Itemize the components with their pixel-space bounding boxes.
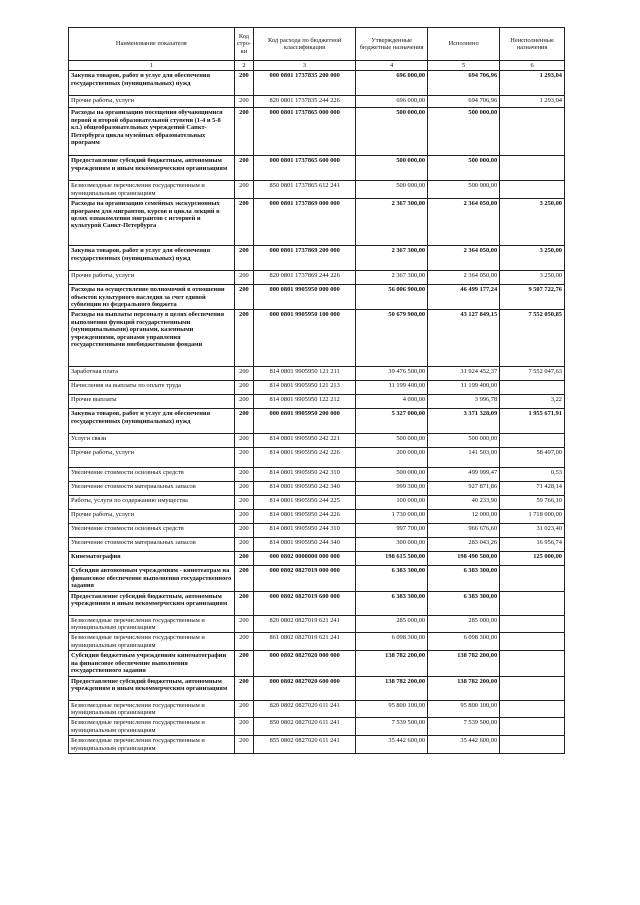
- cell-approved: 6 383 300,00: [356, 591, 428, 615]
- cell-line-code: 200: [234, 409, 254, 434]
- cell-line-code: 200: [234, 736, 254, 754]
- cell-executed: 138 782 200,00: [428, 651, 500, 676]
- cell-executed: 694 706,96: [428, 96, 500, 108]
- cell-unexecuted: 9 507 722,76: [500, 285, 565, 310]
- cell-expense-code: 000 0801 9905950 200 000: [254, 409, 356, 434]
- cell-executed: 3 371 328,09: [428, 409, 500, 434]
- cell-indicator-name: Кинематография: [69, 552, 235, 566]
- table-row: [69, 108, 565, 156]
- cell-indicator-name: Начисления на выплаты по оплате труда: [69, 381, 235, 395]
- cell-executed: 500 000,00: [428, 181, 500, 199]
- cell-line-code: 200: [234, 434, 254, 448]
- cell-executed: 11 199 400,00: [428, 381, 500, 395]
- cell-executed: 7 539 500,00: [428, 718, 500, 736]
- cell-approved: 4 000,00: [356, 395, 428, 409]
- cell-indicator-name: Прочие работы, услуги: [69, 271, 235, 285]
- cell-approved: 138 782 200,00: [356, 651, 428, 676]
- cell-expense-code: 000 0801 9905950 100 000: [254, 310, 356, 367]
- cell-approved: 200 000,00: [356, 448, 428, 468]
- cell-line-code: 200: [234, 552, 254, 566]
- cell-indicator-name: Прочие работы, услуги: [69, 510, 235, 524]
- table-row: [69, 538, 565, 552]
- cell-unexecuted: 58 497,00: [500, 448, 565, 468]
- cell-line-code: 200: [234, 96, 254, 108]
- cell-unexecuted: [500, 615, 565, 633]
- cell-indicator-name: Прочие работы, услуги: [69, 448, 235, 468]
- cell-line-code: 200: [234, 510, 254, 524]
- table-row: [69, 367, 565, 381]
- table-row: [69, 246, 565, 271]
- cell-line-code: 200: [234, 367, 254, 381]
- cell-line-code: 200: [234, 246, 254, 271]
- cell-indicator-name: Расходы на организацию семейных экскурсионных программ для мигрантов, курсов и цикла лекций в целях ознакомления мигрантов с историей и культурой Санкт-Петербурга: [69, 199, 235, 246]
- cell-expense-code: 850 0802 0827020 611 241: [254, 718, 356, 736]
- cell-approved: 500 000,00: [356, 434, 428, 448]
- cell-unexecuted: [500, 718, 565, 736]
- cell-executed: 966 676,60: [428, 524, 500, 538]
- table-body: [69, 71, 565, 754]
- table-row: [69, 271, 565, 285]
- cell-indicator-name: Закупка товаров, работ и услуг для обеспечения государственных (муниципальных) нужд: [69, 246, 235, 271]
- cell-indicator-name: Увеличение стоимости основных средств: [69, 524, 235, 538]
- table-row: [69, 310, 565, 367]
- cell-indicator-name: Субсидии автономным учреждениям - кинотеатрам на финансовое обеспечение выполнения государственного задания: [69, 566, 235, 591]
- cell-expense-code: 855 0802 0827020 611 241: [254, 736, 356, 754]
- cell-executed: 46 499 177,24: [428, 285, 500, 310]
- cell-approved: 500 000,00: [356, 181, 428, 199]
- cell-unexecuted: 1 293,04: [500, 71, 565, 96]
- table-row: [69, 591, 565, 615]
- cell-unexecuted: 3 250,00: [500, 199, 565, 246]
- column-number: 4: [356, 61, 428, 71]
- cell-approved: 696 000,00: [356, 71, 428, 96]
- cell-unexecuted: 3,22: [500, 395, 565, 409]
- cell-expense-code: 000 0802 0827019 600 000: [254, 591, 356, 615]
- cell-line-code: 200: [234, 181, 254, 199]
- table-row: [69, 700, 565, 718]
- cell-expense-code: 820 0801 1737835 244 226: [254, 96, 356, 108]
- cell-line-code: 200: [234, 524, 254, 538]
- cell-unexecuted: 16 956,74: [500, 538, 565, 552]
- cell-unexecuted: [500, 181, 565, 199]
- cell-line-code: 200: [234, 285, 254, 310]
- cell-executed: 285 000,00: [428, 615, 500, 633]
- column-number-row: [69, 61, 565, 71]
- cell-unexecuted: [500, 651, 565, 676]
- table-row: [69, 718, 565, 736]
- cell-executed: 500 000,00: [428, 434, 500, 448]
- cell-indicator-name: Безвозмездные перечисления государственным и муниципальным организациям: [69, 181, 235, 199]
- cell-expense-code: 820 0802 0827019 621 241: [254, 615, 356, 633]
- cell-approved: 100 000,00: [356, 496, 428, 510]
- cell-indicator-name: Предоставление субсидий бюджетным, автономным учреждениям и иным некоммерческим организациям: [69, 591, 235, 615]
- cell-indicator-name: Предоставление субсидий бюджетным, автономным учреждениям и иным некоммерческим организациям: [69, 676, 235, 700]
- cell-executed: 31 924 452,37: [428, 367, 500, 381]
- column-number: 2: [234, 61, 254, 71]
- cell-approved: 997 700,00: [356, 524, 428, 538]
- table-row: [69, 496, 565, 510]
- cell-indicator-name: Закупка товаров, работ и услуг для обеспечения государственных (муниципальных) нужд: [69, 409, 235, 434]
- cell-line-code: 200: [234, 538, 254, 552]
- header-indicator-name: Наименование показателя: [69, 28, 235, 61]
- cell-line-code: 200: [234, 468, 254, 482]
- cell-executed: 3 996,78: [428, 395, 500, 409]
- table-row: [69, 524, 565, 538]
- cell-expense-code: 814 0801 9905950 242 310: [254, 468, 356, 482]
- cell-expense-code: 850 0801 1737865 612 241: [254, 181, 356, 199]
- cell-unexecuted: 0,53: [500, 468, 565, 482]
- budget-execution-table: [68, 27, 565, 754]
- cell-unexecuted: [500, 700, 565, 718]
- column-number: 3: [254, 61, 356, 71]
- cell-line-code: 200: [234, 381, 254, 395]
- cell-unexecuted: [500, 676, 565, 700]
- cell-indicator-name: Закупка товаров, работ и услуг для обеспечения государственных (муниципальных) нужд: [69, 71, 235, 96]
- cell-indicator-name: Безвозмездные перечисления государственным и муниципальным организациям: [69, 615, 235, 633]
- cell-expense-code: 820 0801 1737869 244 226: [254, 271, 356, 285]
- table-row: [69, 482, 565, 496]
- cell-expense-code: 861 0802 0827019 621 241: [254, 633, 356, 651]
- cell-approved: 2 367 300,00: [356, 199, 428, 246]
- cell-approved: 95 800 100,00: [356, 700, 428, 718]
- cell-executed: 283 043,26: [428, 538, 500, 552]
- cell-line-code: 200: [234, 615, 254, 633]
- cell-executed: 2 364 050,00: [428, 271, 500, 285]
- cell-approved: 35 442 600,00: [356, 736, 428, 754]
- table-header-row: [69, 28, 565, 61]
- cell-line-code: 200: [234, 156, 254, 181]
- cell-unexecuted: 7 552 047,63: [500, 367, 565, 381]
- cell-expense-code: 814 0801 9905950 242 221: [254, 434, 356, 448]
- cell-approved: 56 006 900,00: [356, 285, 428, 310]
- table-row: [69, 199, 565, 246]
- cell-line-code: 200: [234, 108, 254, 156]
- cell-expense-code: 000 0801 9905950 000 000: [254, 285, 356, 310]
- header-line-code: Код стро-ки: [234, 28, 254, 61]
- cell-expense-code: 814 0801 9905950 244 226: [254, 510, 356, 524]
- cell-expense-code: 000 0801 1737869 000 000: [254, 199, 356, 246]
- table-row: [69, 633, 565, 651]
- column-number: 5: [428, 61, 500, 71]
- table-row: [69, 566, 565, 591]
- cell-indicator-name: Прочие выплаты: [69, 395, 235, 409]
- cell-indicator-name: Увеличение стоимости материальных запасов: [69, 538, 235, 552]
- cell-line-code: 200: [234, 271, 254, 285]
- cell-executed: 500 000,00: [428, 108, 500, 156]
- cell-expense-code: 814 0801 9905950 121 211: [254, 367, 356, 381]
- cell-executed: 35 442 600,00: [428, 736, 500, 754]
- cell-indicator-name: Предоставление субсидий бюджетным, автономным учреждениям и иным некоммерческим организациям: [69, 156, 235, 181]
- cell-expense-code: 814 0801 9905950 244 225: [254, 496, 356, 510]
- cell-approved: 2 367 300,00: [356, 246, 428, 271]
- cell-line-code: 200: [234, 71, 254, 96]
- cell-unexecuted: [500, 381, 565, 395]
- cell-executed: 141 503,00: [428, 448, 500, 468]
- cell-approved: 198 615 500,00: [356, 552, 428, 566]
- table-row: [69, 96, 565, 108]
- cell-expense-code: 814 0801 9905950 244 340: [254, 538, 356, 552]
- cell-unexecuted: [500, 108, 565, 156]
- cell-unexecuted: 1 718 000,00: [500, 510, 565, 524]
- cell-unexecuted: [500, 566, 565, 591]
- cell-indicator-name: Расходы на выплаты персоналу в целях обеспечения выполнения функций государственными (муниципальными) органами, казенными учреждениями, органами управления государственными внебюджетными фондами: [69, 310, 235, 367]
- table-row: [69, 395, 565, 409]
- cell-approved: 7 539 500,00: [356, 718, 428, 736]
- cell-unexecuted: 125 000,00: [500, 552, 565, 566]
- cell-expense-code: 000 0802 0000000 000 000: [254, 552, 356, 566]
- cell-line-code: 200: [234, 310, 254, 367]
- cell-executed: 927 871,86: [428, 482, 500, 496]
- cell-line-code: 200: [234, 591, 254, 615]
- cell-unexecuted: 3 250,00: [500, 271, 565, 285]
- cell-approved: 5 327 000,00: [356, 409, 428, 434]
- cell-executed: 694 706,96: [428, 71, 500, 96]
- table-row: [69, 181, 565, 199]
- table-row: [69, 552, 565, 566]
- cell-expense-code: 814 0801 9905950 244 310: [254, 524, 356, 538]
- table-row: [69, 468, 565, 482]
- column-number: 6: [500, 61, 565, 71]
- header-executed: Исполнено: [428, 28, 500, 61]
- table-row: [69, 409, 565, 434]
- header-expense-code: Код расхода по бюджетной классификации: [254, 28, 356, 61]
- cell-line-code: 200: [234, 633, 254, 651]
- cell-executed: 499 999,47: [428, 468, 500, 482]
- cell-approved: 285 000,00: [356, 615, 428, 633]
- cell-line-code: 200: [234, 448, 254, 468]
- cell-expense-code: 814 0801 9905950 122 212: [254, 395, 356, 409]
- cell-indicator-name: Безвозмездные перечисления государственным и муниципальным организациям: [69, 700, 235, 718]
- cell-approved: 11 199 400,00: [356, 381, 428, 395]
- cell-unexecuted: 1 293,04: [500, 96, 565, 108]
- cell-indicator-name: Прочие работы, услуги: [69, 96, 235, 108]
- cell-executed: 95 800 100,00: [428, 700, 500, 718]
- cell-indicator-name: Увеличение стоимости материальных запасов: [69, 482, 235, 496]
- cell-executed: 198 490 500,00: [428, 552, 500, 566]
- cell-approved: 999 300,00: [356, 482, 428, 496]
- table-row: [69, 156, 565, 181]
- cell-unexecuted: 7 552 050,85: [500, 310, 565, 367]
- cell-expense-code: 000 0801 1737865 600 000: [254, 156, 356, 181]
- cell-indicator-name: Заработная плата: [69, 367, 235, 381]
- table-row: [69, 448, 565, 468]
- cell-approved: 500 000,00: [356, 108, 428, 156]
- cell-unexecuted: [500, 156, 565, 181]
- cell-executed: 12 000,00: [428, 510, 500, 524]
- table-row: [69, 651, 565, 676]
- cell-expense-code: 000 0801 1737835 200 000: [254, 71, 356, 96]
- cell-indicator-name: Услуги связи: [69, 434, 235, 448]
- cell-indicator-name: Безвозмездные перечисления государственным и муниципальным организациям: [69, 633, 235, 651]
- cell-unexecuted: 59 766,10: [500, 496, 565, 510]
- cell-unexecuted: 3 250,00: [500, 246, 565, 271]
- table-row: [69, 434, 565, 448]
- cell-expense-code: 814 0801 9905950 242 340: [254, 482, 356, 496]
- cell-unexecuted: [500, 591, 565, 615]
- cell-line-code: 200: [234, 718, 254, 736]
- cell-approved: 500 000,00: [356, 156, 428, 181]
- cell-approved: 6 383 300,00: [356, 566, 428, 591]
- cell-unexecuted: [500, 633, 565, 651]
- cell-executed: 6 383 300,00: [428, 591, 500, 615]
- table-row: [69, 71, 565, 96]
- cell-expense-code: 814 0801 9905950 242 226: [254, 448, 356, 468]
- cell-indicator-name: Безвозмездные перечисления государственным и муниципальным организациям: [69, 718, 235, 736]
- header-approved: Утвержденные бюджетные назначения: [356, 28, 428, 61]
- cell-indicator-name: Безвозмездные перечисления государственным и муниципальным организациям: [69, 736, 235, 754]
- cell-executed: 6 383 300,00: [428, 566, 500, 591]
- cell-line-code: 200: [234, 496, 254, 510]
- cell-indicator-name: Расходы на осуществление полномочий в отношении объектов культурного наследия за счет единой субвенции из федерального бюджета: [69, 285, 235, 310]
- cell-expense-code: 000 0801 1737869 200 000: [254, 246, 356, 271]
- cell-line-code: 200: [234, 395, 254, 409]
- column-number: 1: [69, 61, 235, 71]
- header-unexecuted: Неисполненные назначения: [500, 28, 565, 61]
- cell-line-code: 200: [234, 199, 254, 246]
- table-row: [69, 510, 565, 524]
- cell-indicator-name: Субсидии бюджетным учреждениям кинематографии на финансовое обеспечение выполнения государственного задания: [69, 651, 235, 676]
- cell-approved: 39 476 500,00: [356, 367, 428, 381]
- cell-executed: 2 364 050,00: [428, 246, 500, 271]
- cell-executed: 43 127 849,15: [428, 310, 500, 367]
- cell-expense-code: 000 0801 1737865 000 000: [254, 108, 356, 156]
- cell-executed: 6 098 300,00: [428, 633, 500, 651]
- cell-unexecuted: 71 428,14: [500, 482, 565, 496]
- cell-expense-code: 820 0802 0827020 611 241: [254, 700, 356, 718]
- cell-approved: 6 098 300,00: [356, 633, 428, 651]
- cell-approved: 138 782 200,00: [356, 676, 428, 700]
- cell-executed: 2 364 050,00: [428, 199, 500, 246]
- cell-unexecuted: 1 955 671,91: [500, 409, 565, 434]
- cell-line-code: 200: [234, 700, 254, 718]
- cell-indicator-name: Расходы на организацию посещения обучающимися первой и второй образовательной ступени (1-4 и 5-8 кл.) общеобразовательных учреждений Санкт-Петербурга цикла музейных образовательных программ: [69, 108, 235, 156]
- table-row: [69, 736, 565, 754]
- cell-approved: 2 367 300,00: [356, 271, 428, 285]
- table-row: [69, 615, 565, 633]
- cell-executed: 138 782 200,00: [428, 676, 500, 700]
- cell-approved: 50 679 900,00: [356, 310, 428, 367]
- cell-executed: 40 233,90: [428, 496, 500, 510]
- table-row: [69, 381, 565, 395]
- table-row: [69, 285, 565, 310]
- cell-line-code: 200: [234, 566, 254, 591]
- cell-expense-code: 000 0802 0827020 600 000: [254, 676, 356, 700]
- cell-indicator-name: Увеличение стоимости основных средств: [69, 468, 235, 482]
- cell-line-code: 200: [234, 651, 254, 676]
- table-row: [69, 676, 565, 700]
- cell-line-code: 200: [234, 482, 254, 496]
- cell-approved: 696 000,00: [356, 96, 428, 108]
- cell-line-code: 200: [234, 676, 254, 700]
- cell-expense-code: 814 0801 9905950 121 213: [254, 381, 356, 395]
- cell-unexecuted: 31 023,40: [500, 524, 565, 538]
- cell-expense-code: 000 0802 0827020 000 000: [254, 651, 356, 676]
- cell-unexecuted: [500, 434, 565, 448]
- cell-indicator-name: Работы, услуги по содержанию имущества: [69, 496, 235, 510]
- cell-executed: 500 000,00: [428, 156, 500, 181]
- cell-approved: 500 000,00: [356, 468, 428, 482]
- cell-approved: 300 000,00: [356, 538, 428, 552]
- cell-approved: 1 730 000,00: [356, 510, 428, 524]
- cell-unexecuted: [500, 736, 565, 754]
- cell-expense-code: 000 0802 0827019 000 000: [254, 566, 356, 591]
